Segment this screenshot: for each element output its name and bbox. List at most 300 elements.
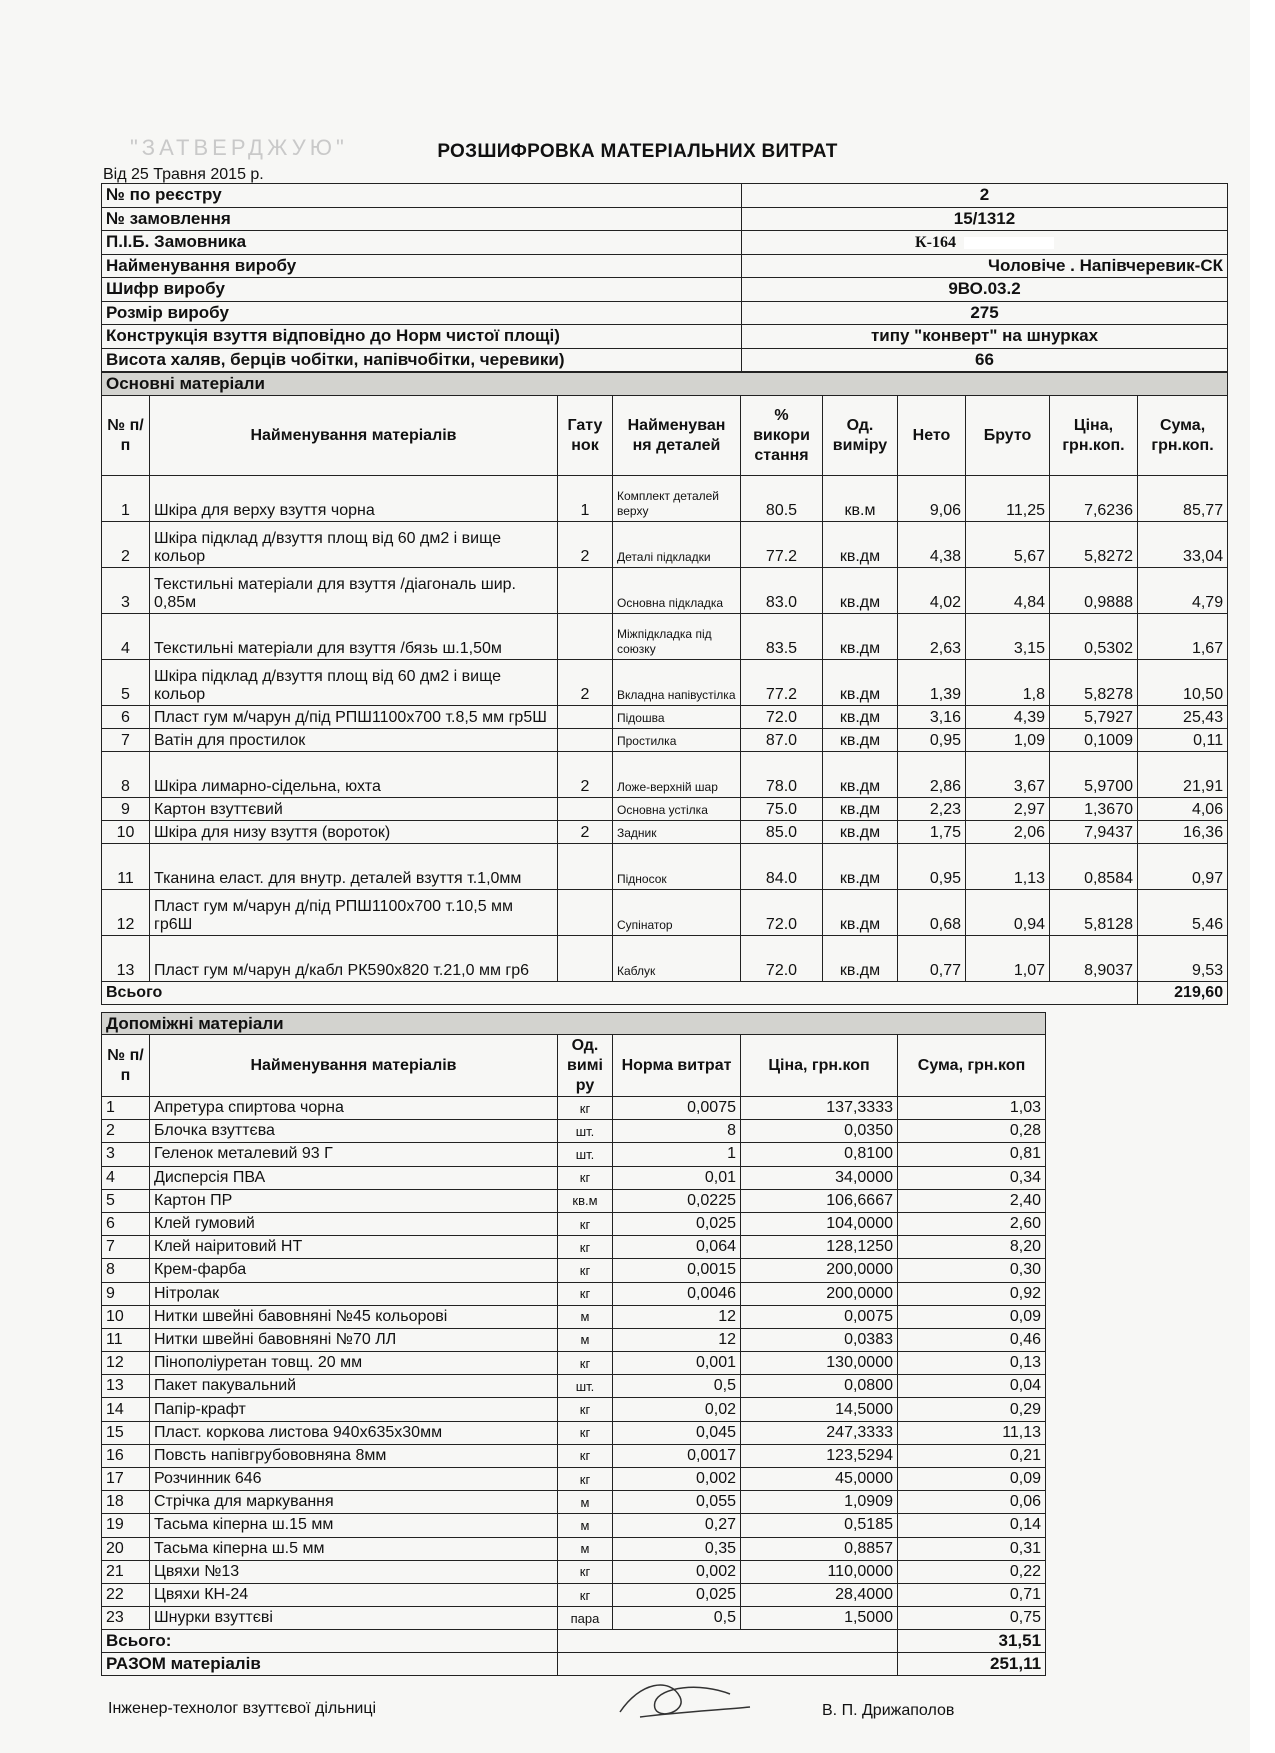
main-material-row xyxy=(102,752,1228,798)
aux-material-row xyxy=(102,1583,1046,1606)
info-label: П.І.Б. Замовника xyxy=(102,231,742,255)
material-name: Пакет пакувальний xyxy=(150,1375,558,1398)
total-value: 31,51 xyxy=(898,1630,1046,1653)
aux-material-row xyxy=(102,1166,1046,1189)
usage-percent: 80.5 xyxy=(741,476,823,522)
info-value: типу "конверт" на шнурках xyxy=(742,325,1228,349)
row-number: 4 xyxy=(102,1166,150,1189)
material-name: Папір-крафт xyxy=(150,1398,558,1421)
material-name: Стрічка для маркування xyxy=(150,1491,558,1514)
unit: м xyxy=(558,1491,613,1514)
detail-name: Вкладна напівустілка xyxy=(613,660,741,706)
detail-name: Основна підкладка xyxy=(613,568,741,614)
material-name: Шкіра підклад д/взуття площ від 60 дм2 і вище кольор xyxy=(150,660,558,706)
material-name: Повсть напівгрубововняна 8мм xyxy=(150,1444,558,1467)
col-header: Нето xyxy=(898,396,966,476)
aux-material-row xyxy=(102,1212,1046,1235)
line-sum: 0,14 xyxy=(898,1514,1046,1537)
aux-material-row xyxy=(102,1189,1046,1212)
row-number: 4 xyxy=(102,614,150,660)
unit-price: 5,8278 xyxy=(1050,660,1138,706)
usage-norm: 12 xyxy=(613,1328,741,1351)
row-number: 18 xyxy=(102,1491,150,1514)
aux-material-row xyxy=(102,1560,1046,1583)
material-name: Цвяхи КН-24 xyxy=(150,1583,558,1606)
material-name: Нитки швейні бавовняні №45 кольорові xyxy=(150,1305,558,1328)
material-name: Шкіра для верху взуття чорна xyxy=(150,476,558,522)
material-name: Тканина еласт. для внутр. деталей взуття т.1,0мм xyxy=(150,844,558,890)
info-label: Висота халяв, берців чобітки, напівчобітки, черевики) xyxy=(102,348,742,372)
usage-norm: 0,001 xyxy=(613,1352,741,1375)
col-header: Найменуван ня деталей xyxy=(613,396,741,476)
material-name: Цвяхи №13 xyxy=(150,1560,558,1583)
info-label: Найменування виробу xyxy=(102,254,742,278)
unit: кг xyxy=(558,1166,613,1189)
material-name: Апретура спиртова чорна xyxy=(150,1097,558,1120)
material-name: Шкіра лимарно-сідельна, юхта xyxy=(150,752,558,798)
material-name: Клей наіритовий НТ xyxy=(150,1236,558,1259)
main-material-row xyxy=(102,821,1228,844)
main-material-row xyxy=(102,936,1228,982)
material-name: Клей гумовий xyxy=(150,1212,558,1235)
aux-material-row xyxy=(102,1328,1046,1351)
main-material-row xyxy=(102,798,1228,821)
material-name: Тасьма кіперна ш.15 мм xyxy=(150,1514,558,1537)
detail-name: Підносок xyxy=(613,844,741,890)
unit: кв.м xyxy=(823,476,898,522)
unit: кг xyxy=(558,1444,613,1467)
col-header: Ціна, грн.коп. xyxy=(1050,396,1138,476)
material-grade xyxy=(558,798,613,821)
line-sum: 1,03 xyxy=(898,1097,1046,1120)
net-amount: 2,86 xyxy=(898,752,966,798)
detail-name: Основна устілка xyxy=(613,798,741,821)
row-number: 16 xyxy=(102,1444,150,1467)
net-amount: 2,63 xyxy=(898,614,966,660)
detail-name: Міжпідкладка під союзку xyxy=(613,614,741,660)
total-label: РАЗОМ матеріалів xyxy=(102,1653,558,1676)
customer-code: К-164 xyxy=(915,234,956,252)
unit: кв.м xyxy=(558,1189,613,1212)
gross-amount: 2,97 xyxy=(966,798,1050,821)
detail-name: Підошва xyxy=(613,706,741,729)
unit-price: 106,6667 xyxy=(741,1189,898,1212)
material-name: Пласт гум м/чарун д/під РПШ1100х700 т.8,5 мм гр5Ш xyxy=(150,706,558,729)
total-value: 251,11 xyxy=(898,1653,1046,1676)
unit: кг xyxy=(558,1468,613,1491)
info-customer-cell xyxy=(742,231,1228,255)
info-value: 66 xyxy=(742,348,1228,372)
unit: кв.дм xyxy=(823,752,898,798)
unit: м xyxy=(558,1328,613,1351)
unit-price: 247,3333 xyxy=(741,1421,898,1444)
line-sum: 0,30 xyxy=(898,1259,1046,1282)
usage-norm: 0,0225 xyxy=(613,1189,741,1212)
aux-material-row xyxy=(102,1143,1046,1166)
usage-norm: 0,0017 xyxy=(613,1444,741,1467)
info-row-size xyxy=(102,301,1228,325)
row-number: 17 xyxy=(102,1468,150,1491)
row-number: 2 xyxy=(102,522,150,568)
main-material-row xyxy=(102,522,1228,568)
line-sum: 0,75 xyxy=(898,1607,1046,1630)
line-sum: 0,92 xyxy=(898,1282,1046,1305)
col-header: № п/п xyxy=(102,396,150,476)
unit: пара xyxy=(558,1607,613,1630)
usage-percent: 72.0 xyxy=(741,706,823,729)
usage-norm: 8 xyxy=(613,1120,741,1143)
aux-section-header xyxy=(102,1013,1046,1035)
row-number: 1 xyxy=(102,476,150,522)
info-row-height xyxy=(102,348,1228,372)
line-sum: 5,46 xyxy=(1138,890,1228,936)
gross-amount: 0,94 xyxy=(966,890,1050,936)
material-grade xyxy=(558,844,613,890)
line-sum: 0,09 xyxy=(898,1468,1046,1491)
row-number: 9 xyxy=(102,798,150,821)
total-value: 219,60 xyxy=(1138,982,1228,1005)
aux-material-row xyxy=(102,1468,1046,1491)
material-name: Геленок металевий 93 Г xyxy=(150,1143,558,1166)
col-header: Найменування матеріалів xyxy=(150,396,558,476)
col-header: Од. виміру xyxy=(823,396,898,476)
main-column-headers xyxy=(102,396,1228,476)
gross-amount: 5,67 xyxy=(966,522,1050,568)
main-material-row xyxy=(102,729,1228,752)
usage-norm: 0,025 xyxy=(613,1583,741,1606)
unit: кг xyxy=(558,1421,613,1444)
material-grade xyxy=(558,614,613,660)
row-number: 13 xyxy=(102,1375,150,1398)
usage-norm: 0,055 xyxy=(613,1491,741,1514)
info-row-construction xyxy=(102,325,1228,349)
net-amount: 1,39 xyxy=(898,660,966,706)
line-sum: 85,77 xyxy=(1138,476,1228,522)
unit-price: 5,7927 xyxy=(1050,706,1138,729)
usage-norm: 1 xyxy=(613,1143,741,1166)
usage-percent: 83.0 xyxy=(741,568,823,614)
aux-material-row xyxy=(102,1352,1046,1375)
section-title: Основні матеріали xyxy=(102,373,1228,396)
row-number: 11 xyxy=(102,844,150,890)
unit: кв.дм xyxy=(823,660,898,706)
col-header: Бруто xyxy=(966,396,1050,476)
unit-price: 123,5294 xyxy=(741,1444,898,1467)
aux-material-row xyxy=(102,1097,1046,1120)
row-number: 7 xyxy=(102,1236,150,1259)
row-number: 8 xyxy=(102,1259,150,1282)
col-header: % викори стання xyxy=(741,396,823,476)
unit-price: 1,5000 xyxy=(741,1607,898,1630)
col-header: Сума, грн.коп xyxy=(898,1035,1046,1097)
gross-amount: 1,13 xyxy=(966,844,1050,890)
col-header: Сума, грн.коп. xyxy=(1138,396,1228,476)
detail-name: Супінатор xyxy=(613,890,741,936)
material-name: Шкіра для низу взуття (вороток) xyxy=(150,821,558,844)
grand-total-row xyxy=(102,1653,1046,1676)
redaction-mark xyxy=(964,237,1054,249)
unit: кв.дм xyxy=(823,568,898,614)
net-amount: 9,06 xyxy=(898,476,966,522)
gross-amount: 4,84 xyxy=(966,568,1050,614)
line-sum: 0,29 xyxy=(898,1398,1046,1421)
material-name: Пласт. коркова листова 940х635х30мм xyxy=(150,1421,558,1444)
net-amount: 4,38 xyxy=(898,522,966,568)
info-value: Чоловіче . Напівчеревик-СК xyxy=(742,254,1228,278)
net-amount: 0,95 xyxy=(898,844,966,890)
line-sum: 2,40 xyxy=(898,1189,1046,1212)
main-material-row xyxy=(102,614,1228,660)
detail-name: Каблук xyxy=(613,936,741,982)
info-label: № по реєстру xyxy=(102,184,742,208)
material-name: Нітролак xyxy=(150,1282,558,1305)
unit: кг xyxy=(558,1583,613,1606)
usage-norm: 0,0046 xyxy=(613,1282,741,1305)
material-grade xyxy=(558,568,613,614)
detail-name: Комплект деталей верху xyxy=(613,476,741,522)
unit-price: 28,4000 xyxy=(741,1583,898,1606)
info-label: Конструкція взуття відповідно до Норм чистої площі) xyxy=(102,325,742,349)
aux-material-row xyxy=(102,1491,1046,1514)
unit-price: 1,0909 xyxy=(741,1491,898,1514)
line-sum: 0,31 xyxy=(898,1537,1046,1560)
unit: м xyxy=(558,1514,613,1537)
main-material-row xyxy=(102,890,1228,936)
usage-percent: 83.5 xyxy=(741,614,823,660)
usage-percent: 84.0 xyxy=(741,844,823,890)
aux-material-row xyxy=(102,1305,1046,1328)
usage-norm: 0,5 xyxy=(613,1375,741,1398)
row-number: 21 xyxy=(102,1560,150,1583)
line-sum: 0,11 xyxy=(1138,729,1228,752)
detail-name: Деталі підкладки xyxy=(613,522,741,568)
material-name: Шнурки взуттєві xyxy=(150,1607,558,1630)
total-label: Всього xyxy=(102,982,1138,1005)
row-number: 5 xyxy=(102,1189,150,1212)
material-grade: 1 xyxy=(558,476,613,522)
row-number: 2 xyxy=(102,1120,150,1143)
unit: кг xyxy=(558,1282,613,1305)
usage-percent: 85.0 xyxy=(741,821,823,844)
line-sum: 2,60 xyxy=(898,1212,1046,1235)
row-number: 9 xyxy=(102,1282,150,1305)
material-name: Дисперсія ПВА xyxy=(150,1166,558,1189)
info-table xyxy=(101,183,1228,372)
unit-price: 5,8272 xyxy=(1050,522,1138,568)
net-amount: 4,02 xyxy=(898,568,966,614)
unit-price: 7,9437 xyxy=(1050,821,1138,844)
unit-price: 34,0000 xyxy=(741,1166,898,1189)
line-sum: 0,21 xyxy=(898,1444,1046,1467)
line-sum: 0,13 xyxy=(898,1352,1046,1375)
line-sum: 0,28 xyxy=(898,1120,1046,1143)
usage-norm: 0,0015 xyxy=(613,1259,741,1282)
gross-amount: 3,67 xyxy=(966,752,1050,798)
col-header: № п/п xyxy=(102,1035,150,1097)
row-number: 10 xyxy=(102,821,150,844)
aux-material-row xyxy=(102,1398,1046,1421)
info-label: Шифр виробу xyxy=(102,278,742,302)
aux-materials-table xyxy=(101,1012,1046,1676)
material-grade xyxy=(558,936,613,982)
unit: шт. xyxy=(558,1120,613,1143)
signatory-name: В. П. Дрижаполов xyxy=(822,1702,955,1719)
usage-percent: 78.0 xyxy=(741,752,823,798)
info-value: 275 xyxy=(742,301,1228,325)
usage-percent: 72.0 xyxy=(741,936,823,982)
row-number: 1 xyxy=(102,1097,150,1120)
info-value: 9ВО.03.2 xyxy=(742,278,1228,302)
material-name: Нитки швейні бавовняні №70 ЛЛ xyxy=(150,1328,558,1351)
unit: кг xyxy=(558,1259,613,1282)
aux-column-headers xyxy=(102,1035,1046,1097)
col-header: Од. вимі ру xyxy=(558,1035,613,1097)
info-value: 15/1312 xyxy=(742,207,1228,231)
unit-price: 0,0800 xyxy=(741,1375,898,1398)
gross-amount: 1,07 xyxy=(966,936,1050,982)
row-number: 14 xyxy=(102,1398,150,1421)
usage-percent: 77.2 xyxy=(741,522,823,568)
material-name: Ватін для простилок xyxy=(150,729,558,752)
gross-amount: 2,06 xyxy=(966,821,1050,844)
info-row-customer xyxy=(102,231,1228,255)
unit: кв.дм xyxy=(823,821,898,844)
row-number: 23 xyxy=(102,1607,150,1630)
line-sum: 25,43 xyxy=(1138,706,1228,729)
aux-material-row xyxy=(102,1375,1046,1398)
net-amount: 0,95 xyxy=(898,729,966,752)
row-number: 19 xyxy=(102,1514,150,1537)
unit: кв.дм xyxy=(823,890,898,936)
net-amount: 1,75 xyxy=(898,821,966,844)
gross-amount: 4,39 xyxy=(966,706,1050,729)
row-number: 12 xyxy=(102,1352,150,1375)
unit-price: 200,0000 xyxy=(741,1282,898,1305)
unit: кг xyxy=(558,1560,613,1583)
aux-material-row xyxy=(102,1282,1046,1305)
usage-norm: 0,5 xyxy=(613,1607,741,1630)
gross-amount: 3,15 xyxy=(966,614,1050,660)
line-sum: 8,20 xyxy=(898,1236,1046,1259)
col-header: Норма витрат xyxy=(613,1035,741,1097)
unit-price: 110,0000 xyxy=(741,1560,898,1583)
line-sum: 33,04 xyxy=(1138,522,1228,568)
material-name: Пласт гум м/чарун д/кабл РК590х820 т.21,0 мм гр6 xyxy=(150,936,558,982)
unit-price: 14,5000 xyxy=(741,1398,898,1421)
document-date: Від 25 Травня 2015 р. xyxy=(103,166,264,183)
unit-price: 0,0383 xyxy=(741,1328,898,1351)
unit-price: 45,0000 xyxy=(741,1468,898,1491)
detail-name: Задник xyxy=(613,821,741,844)
material-name: Пінополіуретан товщ. 20 мм xyxy=(150,1352,558,1375)
unit: кв.дм xyxy=(823,522,898,568)
main-material-row xyxy=(102,660,1228,706)
line-sum: 1,67 xyxy=(1138,614,1228,660)
usage-norm: 0,01 xyxy=(613,1166,741,1189)
aux-material-row xyxy=(102,1514,1046,1537)
line-sum: 4,06 xyxy=(1138,798,1228,821)
usage-norm: 0,27 xyxy=(613,1514,741,1537)
row-number: 7 xyxy=(102,729,150,752)
usage-percent: 75.0 xyxy=(741,798,823,821)
line-sum: 10,50 xyxy=(1138,660,1228,706)
net-amount: 0,68 xyxy=(898,890,966,936)
line-sum: 0,09 xyxy=(898,1305,1046,1328)
material-name: Текстильні матеріали для взуття /бязь ш.1,50м xyxy=(150,614,558,660)
row-number: 20 xyxy=(102,1537,150,1560)
aux-total-row xyxy=(102,1630,1046,1653)
usage-norm: 0,35 xyxy=(613,1537,741,1560)
gross-amount: 1,8 xyxy=(966,660,1050,706)
line-sum: 0,06 xyxy=(898,1491,1046,1514)
unit-price: 5,8128 xyxy=(1050,890,1138,936)
line-sum: 4,79 xyxy=(1138,568,1228,614)
col-header: Ціна, грн.коп xyxy=(741,1035,898,1097)
usage-percent: 87.0 xyxy=(741,729,823,752)
aux-material-row xyxy=(102,1259,1046,1282)
material-grade: 2 xyxy=(558,660,613,706)
material-name: Картон ПР xyxy=(150,1189,558,1212)
line-sum: 0,97 xyxy=(1138,844,1228,890)
line-sum: 0,34 xyxy=(898,1166,1046,1189)
aux-material-row xyxy=(102,1444,1046,1467)
col-header: Найменування матеріалів xyxy=(150,1035,558,1097)
unit-price: 7,6236 xyxy=(1050,476,1138,522)
unit-price: 0,0075 xyxy=(741,1305,898,1328)
unit-price: 137,3333 xyxy=(741,1097,898,1120)
net-amount: 3,16 xyxy=(898,706,966,729)
row-number: 10 xyxy=(102,1305,150,1328)
unit-price: 0,8100 xyxy=(741,1143,898,1166)
unit: кв.дм xyxy=(823,729,898,752)
material-grade xyxy=(558,729,613,752)
material-name: Крем-фарба xyxy=(150,1259,558,1282)
unit-price: 0,5302 xyxy=(1050,614,1138,660)
usage-norm: 0,0075 xyxy=(613,1097,741,1120)
unit-price: 8,9037 xyxy=(1050,936,1138,982)
material-name: Блочка взуттєва xyxy=(150,1120,558,1143)
usage-norm: 0,064 xyxy=(613,1236,741,1259)
row-number: 6 xyxy=(102,706,150,729)
usage-norm: 0,045 xyxy=(613,1421,741,1444)
material-grade: 2 xyxy=(558,522,613,568)
total-label: Всього: xyxy=(102,1630,558,1653)
net-amount: 2,23 xyxy=(898,798,966,821)
main-total-row xyxy=(102,982,1228,1005)
line-sum: 0,04 xyxy=(898,1375,1046,1398)
line-sum: 0,71 xyxy=(898,1583,1046,1606)
row-number: 13 xyxy=(102,936,150,982)
unit: кг xyxy=(558,1212,613,1235)
row-number: 8 xyxy=(102,752,150,798)
approval-stamp-ghost: "ЗАТВЕРДЖУЮ" xyxy=(130,135,348,160)
usage-norm: 0,02 xyxy=(613,1398,741,1421)
row-number: 15 xyxy=(102,1421,150,1444)
material-name: Шкіра підклад д/взуття площ від 60 дм2 і вище кольор xyxy=(150,522,558,568)
material-name: Пласт гум м/чарун д/під РПШ1100х700 т.10,5 мм гр6Ш xyxy=(150,890,558,936)
detail-name: Ложе-верхній шар xyxy=(613,752,741,798)
usage-norm: 0,025 xyxy=(613,1212,741,1235)
usage-norm: 0,002 xyxy=(613,1468,741,1491)
unit: кв.дм xyxy=(823,844,898,890)
material-grade: 2 xyxy=(558,752,613,798)
line-sum: 16,36 xyxy=(1138,821,1228,844)
unit-price: 130,0000 xyxy=(741,1352,898,1375)
gross-amount: 1,09 xyxy=(966,729,1050,752)
line-sum: 11,13 xyxy=(898,1421,1046,1444)
main-material-row xyxy=(102,568,1228,614)
unit: кв.дм xyxy=(823,798,898,821)
